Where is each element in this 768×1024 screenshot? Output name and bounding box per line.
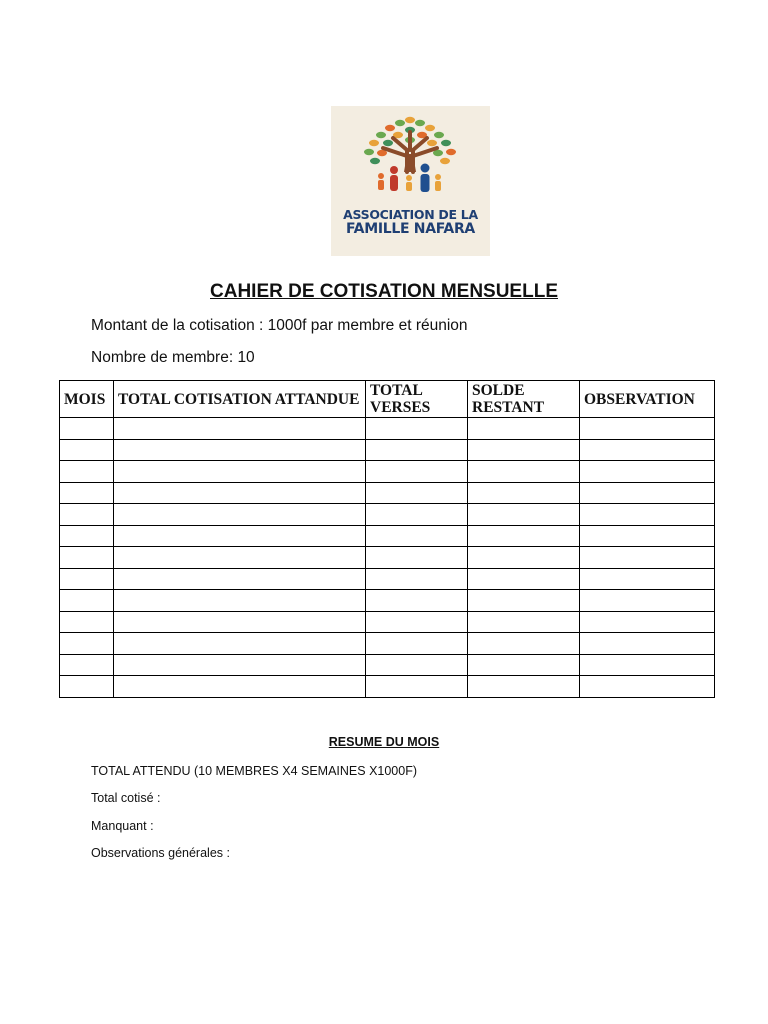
table-cell[interactable]	[114, 676, 366, 698]
montant-info: Montant de la cotisation : 1000f par membre et réunion	[91, 317, 468, 334]
table-cell[interactable]	[114, 461, 366, 483]
table-row	[60, 461, 715, 483]
resume-manquant: Manquant :	[91, 819, 154, 833]
table-cell[interactable]	[366, 568, 468, 590]
table-cell[interactable]	[114, 418, 366, 440]
table-row	[60, 676, 715, 698]
table-cell[interactable]	[468, 611, 580, 633]
table-cell[interactable]	[60, 461, 114, 483]
resume-total-cotise: Total cotisé :	[91, 791, 161, 805]
logo-text-line1: ASSOCIATION DE LA	[343, 207, 478, 222]
table-cell[interactable]	[580, 611, 715, 633]
table-body	[60, 418, 715, 698]
association-logo	[331, 106, 490, 256]
table-cell[interactable]	[114, 654, 366, 676]
table-row	[60, 590, 715, 612]
table-row	[60, 611, 715, 633]
header-total-verses: TOTAL VERSES	[366, 381, 468, 418]
resume-title: RESUME DU MOIS	[328, 735, 440, 749]
table-cell[interactable]	[468, 504, 580, 526]
table-cell[interactable]	[60, 568, 114, 590]
table-row	[60, 568, 715, 590]
nombre-membres-info: Nombre de membre: 10	[91, 349, 255, 366]
table-cell[interactable]	[580, 547, 715, 569]
table-cell[interactable]	[366, 547, 468, 569]
header-observation: OBSERVATION	[580, 381, 715, 418]
table-cell[interactable]	[60, 547, 114, 569]
table-cell[interactable]	[580, 504, 715, 526]
table-cell[interactable]	[468, 482, 580, 504]
table-cell[interactable]	[468, 676, 580, 698]
table-cell[interactable]	[468, 547, 580, 569]
table-cell[interactable]	[468, 568, 580, 590]
table-cell[interactable]	[580, 676, 715, 698]
table-cell[interactable]	[580, 590, 715, 612]
table-row	[60, 654, 715, 676]
table-cell[interactable]	[60, 654, 114, 676]
table-row	[60, 439, 715, 461]
table-cell[interactable]	[468, 590, 580, 612]
table-cell[interactable]	[468, 654, 580, 676]
table-cell[interactable]	[580, 461, 715, 483]
cotisation-table	[59, 380, 715, 698]
table-cell[interactable]	[580, 418, 715, 440]
table-cell[interactable]	[580, 633, 715, 655]
table-cell[interactable]	[114, 547, 366, 569]
table-cell[interactable]	[114, 611, 366, 633]
table-cell[interactable]	[60, 676, 114, 698]
table-cell[interactable]	[114, 633, 366, 655]
table-row	[60, 482, 715, 504]
table-cell[interactable]	[60, 504, 114, 526]
table-row	[60, 418, 715, 440]
table-cell[interactable]	[114, 504, 366, 526]
table-cell[interactable]	[468, 439, 580, 461]
family-tree-icon	[331, 106, 490, 206]
table-cell[interactable]	[114, 439, 366, 461]
table-row	[60, 525, 715, 547]
table-cell[interactable]	[366, 633, 468, 655]
table-cell[interactable]	[468, 525, 580, 547]
resume-total-attendu: TOTAL ATTENDU (10 MEMBRES X4 SEMAINES X1000F)	[91, 764, 418, 778]
header-mois: MOIS	[60, 381, 114, 418]
table-cell[interactable]	[60, 633, 114, 655]
table-cell[interactable]	[580, 525, 715, 547]
table-cell[interactable]	[60, 482, 114, 504]
table-cell[interactable]	[366, 654, 468, 676]
resume-observations: Observations générales :	[91, 846, 230, 860]
table-cell[interactable]	[366, 439, 468, 461]
table-cell[interactable]	[366, 504, 468, 526]
table-header-row	[60, 381, 715, 418]
table-cell[interactable]	[366, 590, 468, 612]
table-cell[interactable]	[114, 525, 366, 547]
table-row	[60, 504, 715, 526]
table-cell[interactable]	[366, 418, 468, 440]
table-cell[interactable]	[468, 461, 580, 483]
table-cell[interactable]	[114, 568, 366, 590]
table-cell[interactable]	[60, 418, 114, 440]
table-cell[interactable]	[60, 590, 114, 612]
table-cell[interactable]	[468, 418, 580, 440]
page-title: CAHIER DE COTISATION MENSUELLE	[210, 281, 558, 302]
table-cell[interactable]	[366, 482, 468, 504]
table-cell[interactable]	[60, 525, 114, 547]
table-cell[interactable]	[468, 633, 580, 655]
table-cell[interactable]	[366, 611, 468, 633]
table-cell[interactable]	[580, 482, 715, 504]
table-cell[interactable]	[580, 439, 715, 461]
table-row	[60, 633, 715, 655]
table-cell[interactable]	[366, 676, 468, 698]
logo-text-line2: FAMILLE NAFARA	[346, 221, 475, 237]
table-cell[interactable]	[60, 611, 114, 633]
header-total-attendue: TOTAL COTISATION ATTANDUE	[114, 381, 366, 418]
table-cell[interactable]	[580, 568, 715, 590]
table-cell[interactable]	[366, 461, 468, 483]
table-cell[interactable]	[114, 482, 366, 504]
table-cell[interactable]	[366, 525, 468, 547]
header-solde-restant: SOLDE RESTANT	[468, 381, 580, 418]
table-row	[60, 547, 715, 569]
table-cell[interactable]	[580, 654, 715, 676]
table-cell[interactable]	[114, 590, 366, 612]
table-cell[interactable]	[60, 439, 114, 461]
